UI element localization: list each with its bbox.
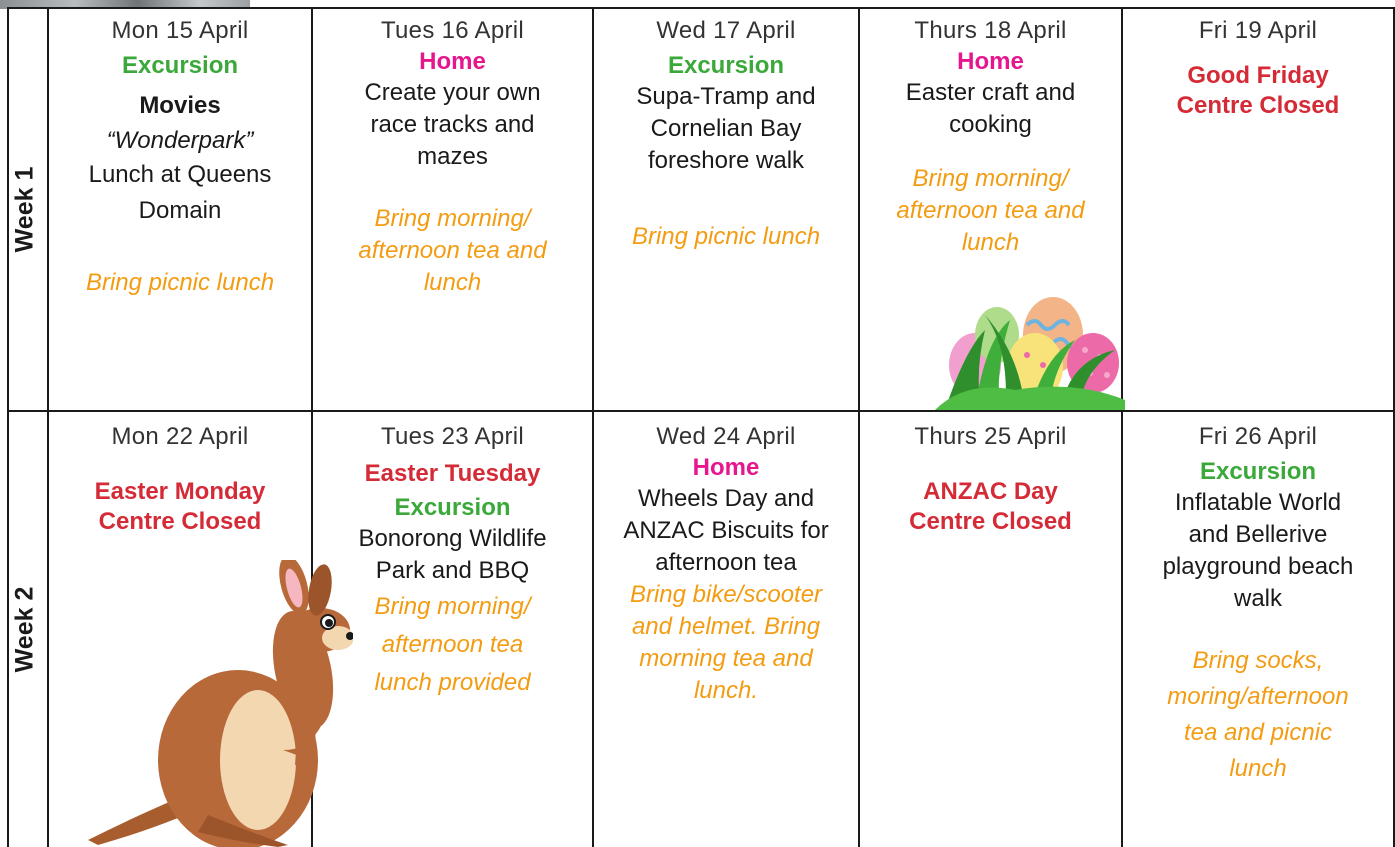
day-date: Fri 26 April: [1198, 423, 1318, 450]
activity-text: Create your own: [364, 79, 541, 106]
bring-note: Bring morning/: [374, 593, 531, 620]
bring-note: Bring socks,: [1192, 647, 1324, 674]
day-cell-wed24: [594, 421, 858, 707]
activity-text: Lunch at Queens: [88, 161, 272, 188]
activity-text: walk: [1233, 585, 1282, 612]
bring-note: Bring morning/: [374, 205, 531, 232]
day-cell-thu18: [860, 15, 1121, 259]
activity-text: and Bellerive: [1188, 521, 1328, 548]
bring-note: Bring morning/: [912, 165, 1069, 192]
closed-label: Easter Tuesday: [364, 460, 541, 487]
closed-label: Centre Closed: [1176, 92, 1340, 119]
kangaroo-icon: [88, 560, 353, 847]
closed-label: Good Friday: [1187, 62, 1329, 89]
activity-text: Bonorong Wildlife: [358, 525, 547, 552]
bring-note: lunch: [1229, 755, 1287, 782]
bring-note: afternoon tea and: [896, 197, 1085, 224]
excursion-label: Excursion: [1199, 458, 1317, 485]
activity-text: cooking: [949, 111, 1032, 138]
activity-text: Inflatable World: [1174, 489, 1342, 516]
excursion-label: Excursion: [667, 52, 785, 79]
closed-label: Centre Closed: [909, 508, 1072, 535]
week-2-label: Week 2: [10, 586, 39, 673]
activity-text: Wheels Day and: [637, 485, 815, 512]
day-cell-mon22: [49, 421, 311, 537]
activity-text: Easter craft and: [905, 79, 1076, 106]
home-label: Home: [692, 454, 760, 481]
week-1-label: Week 1: [10, 166, 39, 253]
activity-text: playground beach: [1162, 553, 1354, 580]
activity-text: mazes: [417, 143, 488, 170]
day-cell-fri26: [1123, 421, 1393, 785]
activity-text: Park and BBQ: [375, 557, 530, 584]
day-cell-wed17: [594, 15, 858, 253]
day-cell-tue23: [313, 421, 592, 699]
closed-label: Easter Monday: [94, 478, 266, 505]
day-cell-thu25: [860, 421, 1121, 537]
activity-text: race tracks and: [370, 111, 535, 138]
activity-text: foreshore walk: [647, 147, 805, 174]
activity-subtitle: “Wonderpark”: [106, 127, 254, 154]
day-date: Fri 19 April: [1198, 17, 1318, 44]
bring-note: morning tea and: [639, 645, 813, 672]
bring-note: lunch.: [693, 677, 759, 704]
closed-label: Centre Closed: [98, 508, 262, 535]
day-date: Tues 23 April: [380, 423, 525, 450]
bring-note: Bring picnic lunch: [85, 269, 275, 296]
day-cell-tue16: [313, 15, 592, 299]
activity-text: Supa-Tramp and: [636, 83, 816, 110]
day-date: Thurs 18 April: [914, 17, 1067, 44]
bring-note: Bring picnic lunch: [631, 223, 821, 250]
bring-note: Bring bike/scooter: [629, 581, 823, 608]
day-date: Wed 17 April: [656, 17, 796, 44]
day-cell-fri19: [1123, 15, 1393, 121]
bring-note: moring/afternoon: [1167, 683, 1349, 710]
day-date: Tues 16 April: [380, 17, 525, 44]
bring-note: lunch provided: [374, 669, 531, 696]
activity-text: afternoon tea: [655, 549, 797, 576]
activity-text: ANZAC Biscuits for: [623, 517, 829, 544]
bring-note: afternoon tea and: [358, 237, 547, 264]
activity-title: Movies: [139, 92, 221, 119]
excursion-label: Excursion: [121, 52, 239, 79]
home-label: Home: [957, 48, 1024, 75]
home-label: Home: [419, 48, 486, 75]
excursion-label: Excursion: [394, 494, 511, 521]
activity-text: Domain: [138, 197, 222, 224]
easter-eggs-icon: [935, 295, 1125, 410]
day-date: Mon 22 April: [111, 423, 249, 450]
closed-label: ANZAC Day: [923, 478, 1058, 505]
bring-note: lunch: [423, 269, 482, 296]
day-date: Mon 15 April: [111, 17, 249, 44]
bring-note: lunch: [961, 229, 1020, 256]
bring-note: tea and picnic: [1183, 719, 1333, 746]
day-cell-mon15: [49, 15, 311, 299]
day-date: Thurs 25 April: [914, 423, 1067, 450]
bring-note: and helmet. Bring: [631, 613, 821, 640]
bring-note: afternoon tea: [381, 631, 524, 658]
day-date: Wed 24 April: [656, 423, 796, 450]
activity-text: Cornelian Bay: [650, 115, 802, 142]
